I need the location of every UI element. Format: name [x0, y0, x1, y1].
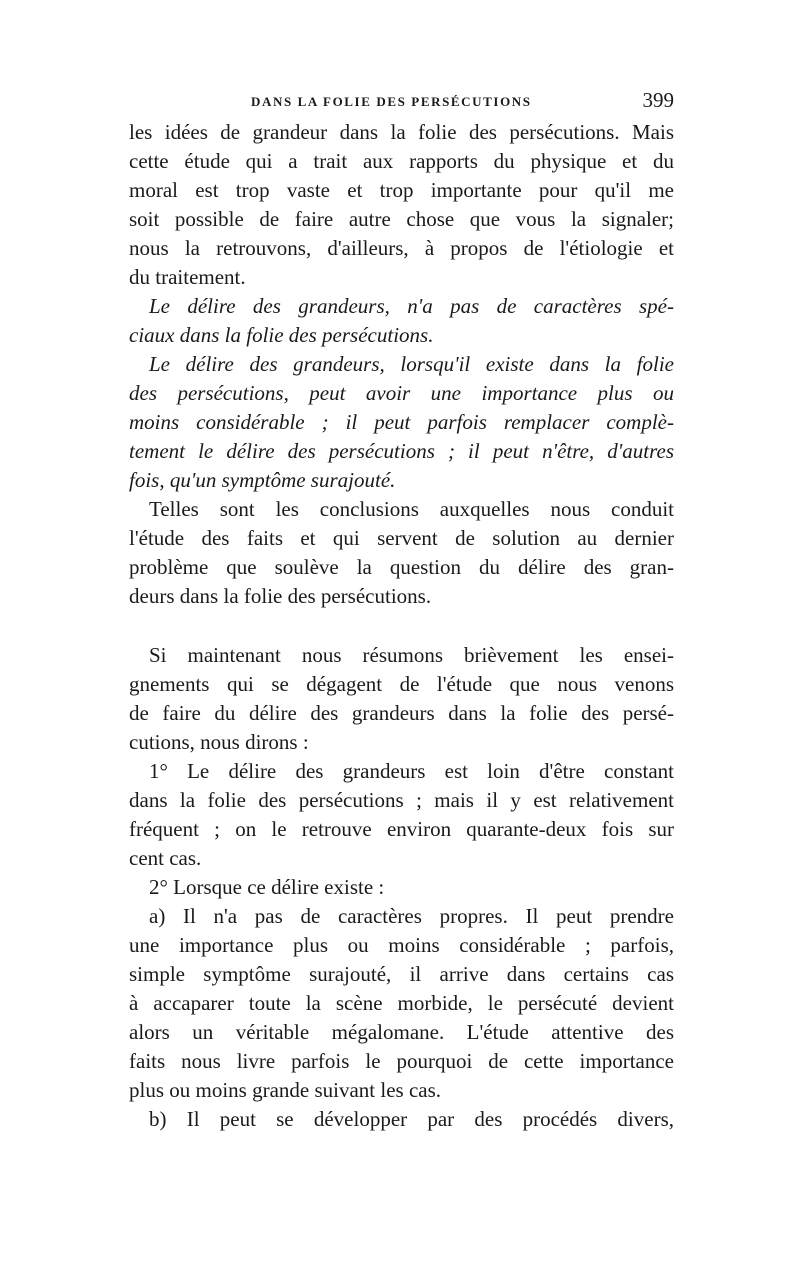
- text-line: l'étude des faits et qui servent de solution au dernier: [129, 526, 674, 550]
- point-2b: [129, 1105, 674, 1134]
- conclusion-italic-2: [129, 350, 674, 495]
- text-line: Telles sont les conclusions auxquelles nous conduit: [149, 497, 674, 521]
- running-header: [129, 84, 674, 118]
- text-line: moral est trop vaste et trop importante pour qu'il me: [129, 178, 674, 202]
- text-line: Le délire des grandeurs, n'a pas de caractères spé-: [149, 294, 674, 318]
- text-line: a) Il n'a pas de caractères propres. Il peut prendre: [149, 904, 674, 928]
- text-line: du traitement.: [129, 265, 246, 289]
- text-line: fréquent ; on le retrouve environ quarante-deux fois sur: [129, 817, 674, 841]
- conclusion-italic-1: [129, 292, 674, 350]
- text-line: cette étude qui a trait aux rapports du physique et du: [129, 149, 674, 173]
- text-line: Si maintenant nous résumons brièvement les ensei-: [149, 643, 674, 667]
- text-line: Le délire des grandeurs, lorsqu'il existe dans la folie: [149, 352, 674, 376]
- text-line: ciaux dans la folie des persécutions.: [129, 323, 434, 347]
- text-line: plus ou moins grande suivant les cas.: [129, 1078, 442, 1102]
- paragraph-continuation: [129, 118, 674, 292]
- text-line: tement le délire des persécutions ; il peut n'être, d'autres: [129, 439, 674, 463]
- text-line: simple symptôme surajouté, il arrive dans certains cas: [129, 962, 674, 986]
- text-line: de faire du délire des grandeurs dans la folie des persé-: [129, 701, 674, 725]
- point-2: [129, 873, 674, 902]
- text-line: 1° Le délire des grandeurs est loin d'être constant: [149, 759, 674, 783]
- paragraph-conclusions: [129, 495, 674, 611]
- text-line: deurs dans la folie des persécutions.: [129, 584, 432, 608]
- text-line: cutions, nous dirons :: [129, 730, 309, 754]
- text-line: à accaparer toute la scène morbide, le persécuté devient: [129, 991, 674, 1015]
- text-line: les idées de grandeur dans la folie des persécutions. Mais: [129, 120, 674, 144]
- text-line: une importance plus ou moins considérable ; parfois,: [129, 933, 674, 957]
- text-line: gnements qui se dégagent de l'étude que nous venons: [129, 672, 674, 696]
- section-gap: [129, 611, 674, 641]
- book-page: [129, 84, 674, 1134]
- paragraph-summary-intro: [129, 641, 674, 757]
- page-number: 399: [642, 88, 674, 112]
- text-line: cent cas.: [129, 846, 202, 870]
- text-line: 2° Lorsque ce délire existe :: [149, 875, 385, 899]
- point-1: [129, 757, 674, 873]
- text-line: moins considérable ; il peut parfois remplacer complè-: [129, 410, 674, 434]
- running-title: DANS LA FOLIE DES PERSÉCUTIONS: [251, 94, 532, 109]
- text-line: b) Il peut se développer par des procédés divers,: [149, 1107, 674, 1131]
- text-line: faits nous livre parfois le pourquoi de cette importance: [129, 1049, 674, 1073]
- text-line: fois, qu'un symptôme surajouté.: [129, 468, 396, 492]
- text-line: des persécutions, peut avoir une importance plus ou: [129, 381, 674, 405]
- text-line: dans la folie des persécutions ; mais il y est relativement: [129, 788, 674, 812]
- point-2a: [129, 902, 674, 1105]
- text-line: alors un véritable mégalomane. L'étude attentive des: [129, 1020, 674, 1044]
- text-line: problème que soulève la question du délire des gran-: [129, 555, 674, 579]
- text-line: soit possible de faire autre chose que vous la signaler;: [129, 207, 674, 231]
- text-line: nous la retrouvons, d'ailleurs, à propos de l'étiologie et: [129, 236, 674, 260]
